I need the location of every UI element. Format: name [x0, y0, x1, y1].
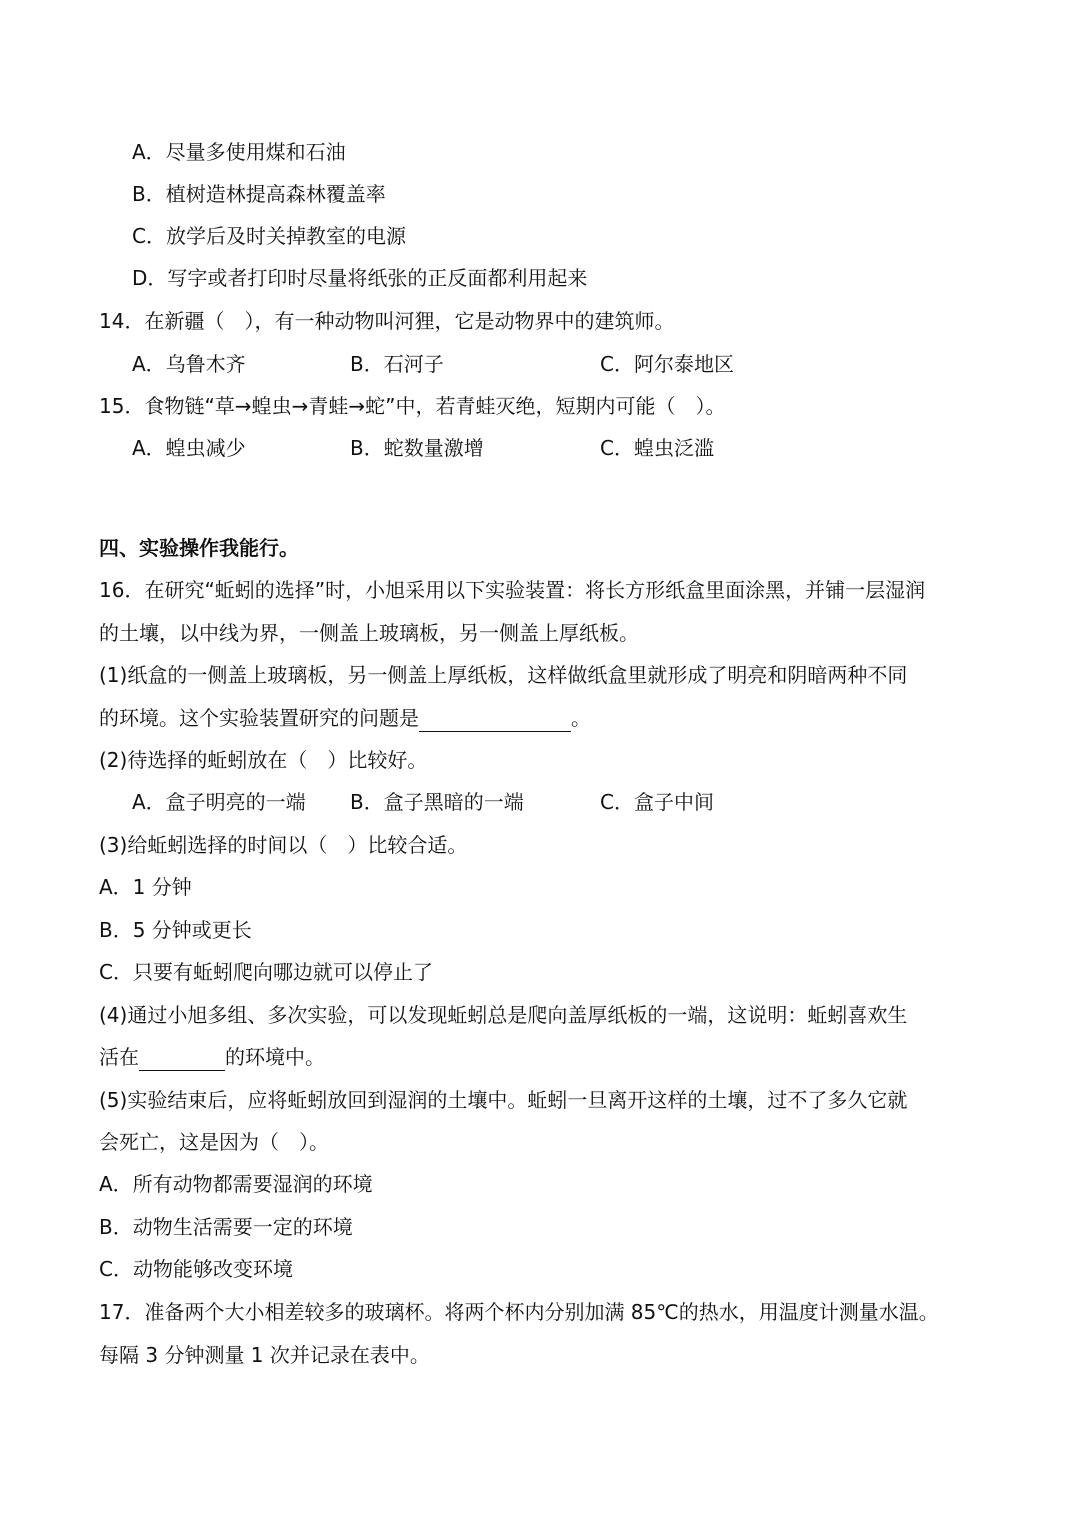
q14-option-a: A．乌鲁木齐 [132, 352, 246, 376]
q16-part5-option-a: A．所有动物都需要湿润的环境 [99, 1172, 373, 1196]
q16-part4-line1: (4)通过小旭多组、多次实验，可以发现蚯蚓总是爬向盖厚纸板的一端，这说明：蚯蚓喜欢生 [99, 1003, 908, 1027]
q16-part5-option-c: C．动物能够改变环境 [99, 1257, 293, 1281]
q14-stem: 14．在新疆（ ），有一种动物叫河狸，它是动物界中的建筑师。 [99, 309, 675, 333]
q15-option-a: A．蝗虫减少 [132, 436, 246, 460]
q16-part1-end: 。 [571, 706, 591, 730]
q16-part1-line1: (1)纸盒的一侧盖上玻璃板，另一侧盖上厚纸板，这样做纸盒里就形成了明亮和阴暗两种不同 [99, 663, 908, 687]
q14-option-c: C．阿尔泰地区 [600, 352, 734, 376]
q16-part5-line2: 会死亡，这是因为（ ）。 [99, 1130, 329, 1154]
q16-part1-answer-blank[interactable] [419, 709, 571, 732]
q16-part2-option-b: B．盒子黑暗的一端 [350, 790, 524, 814]
q17-line2: 每隔 3 分钟测量 1 次并记录在表中。 [99, 1343, 430, 1367]
q16-part4-line2 [99, 1043, 325, 1071]
q13-option-c: C．放学后及时关掉教室的电源 [132, 224, 406, 248]
q14-option-b: B．石河子 [350, 352, 444, 376]
q16-part4-answer-blank[interactable] [139, 1048, 225, 1071]
q16-part3-stem: (3)给蚯蚓选择的时间以（ ）比较合适。 [99, 833, 468, 857]
q16-part3-option-b: B．5 分钟或更长 [99, 918, 252, 942]
q15-option-c: C．蝗虫泛滥 [600, 436, 714, 460]
q16-part1-line2 [99, 704, 591, 732]
q16-part5-option-b: B．动物生活需要一定的环境 [99, 1215, 353, 1239]
q16-stem-line1: 16．在研究“蚯蚓的选择”时，小旭采用以下实验装置：将长方形纸盒里面涂黑，并铺一层湿润 [99, 578, 926, 602]
q16-part4-end: 的环境中。 [225, 1045, 325, 1069]
q16-part2-stem: (2)待选择的蚯蚓放在（ ）比较好。 [99, 748, 428, 772]
q17-line1: 17．准备两个大小相差较多的玻璃杯。将两个杯内分别加满 85℃的热水，用温度计测量水温。 [99, 1300, 939, 1324]
q16-part3-option-a: A．1 分钟 [99, 875, 192, 899]
q13-option-d: D．写字或者打印时尽量将纸张的正反面都利用起来 [132, 266, 588, 290]
q16-part4-text: 活在 [99, 1045, 139, 1069]
q16-part3-option-c: C．只要有蚯蚓爬向哪边就可以停止了 [99, 960, 433, 984]
q16-part5-line1: (5)实验结束后，应将蚯蚓放回到湿润的土壤中。蚯蚓一旦离开这样的土壤，过不了多久它就 [99, 1088, 908, 1112]
section-heading: 四、实验操作我能行。 [99, 536, 299, 560]
q15-option-b: B．蛇数量激增 [350, 436, 484, 460]
q16-part1-text: 的环境。这个实验装置研究的问题是 [99, 706, 419, 730]
q13-option-b: B．植树造林提高森林覆盖率 [132, 182, 386, 206]
q16-part2-option-a: A．盒子明亮的一端 [132, 790, 306, 814]
q13-option-a: A．尽量多使用煤和石油 [132, 140, 346, 164]
q15-stem: 15．食物链“草→蝗虫→青蛙→蛇”中，若青蛙灭绝，短期内可能（ ）。 [99, 394, 726, 418]
q16-stem-line2: 的土壤，以中线为界，一侧盖上玻璃板，另一侧盖上厚纸板。 [99, 621, 639, 645]
q16-part2-option-c: C．盒子中间 [600, 790, 714, 814]
